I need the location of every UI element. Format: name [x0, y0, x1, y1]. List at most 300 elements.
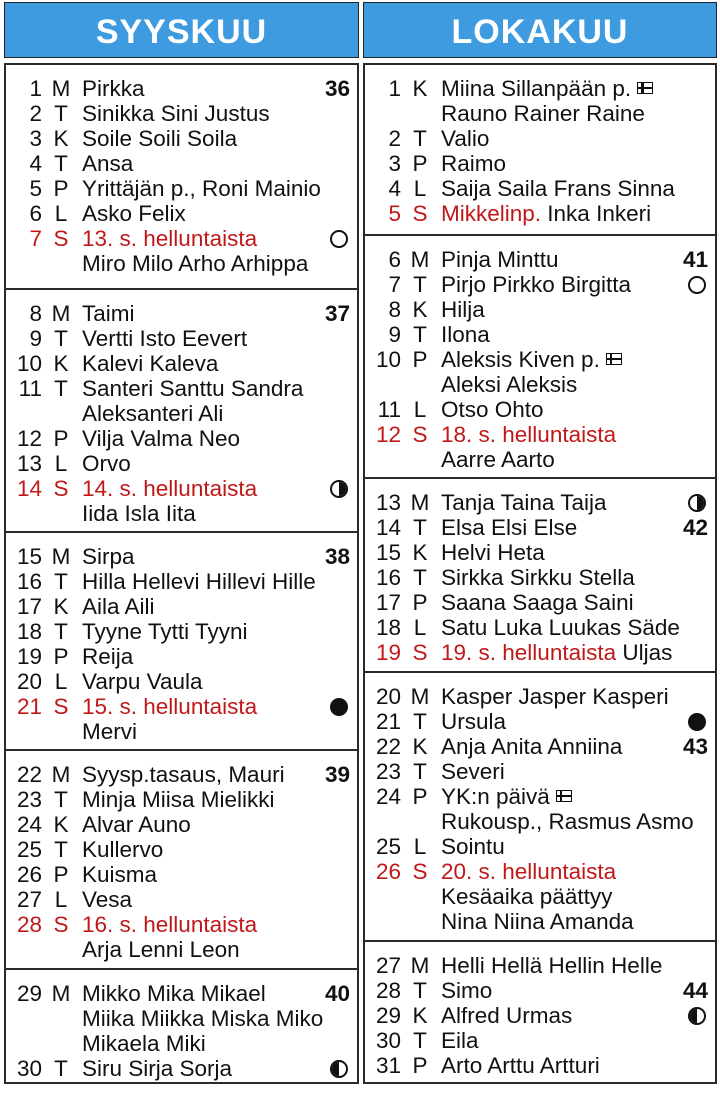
day-row — [6, 812, 357, 837]
week-number: 37 — [324, 301, 350, 326]
day-number: 4 — [388, 176, 401, 201]
weekday-letter: T — [413, 126, 427, 151]
day-number: 1 — [29, 76, 42, 101]
day-number: 29 — [375, 1003, 401, 1028]
day-row — [365, 397, 715, 422]
name-day-names: Rukousp., Rasmus Asmo — [441, 809, 694, 834]
name-day-names: YK:n päivä — [441, 784, 550, 809]
day-row — [365, 1053, 715, 1078]
name-day-names: Helli Hellä Hellin Helle — [441, 953, 663, 978]
day-number: 5 — [29, 176, 42, 201]
day-number: 10 — [375, 347, 401, 372]
new-moon-icon — [688, 276, 706, 294]
full-moon-icon — [688, 713, 706, 731]
day-number: 23 — [16, 787, 42, 812]
name-day-names: Asko Felix — [82, 201, 186, 226]
day-row-sunday — [6, 226, 357, 251]
weekday-letter: S — [412, 422, 428, 447]
day-number: 17 — [16, 594, 42, 619]
name-day-names: Arto Arttu Artturi — [441, 1053, 600, 1078]
day-row — [6, 126, 357, 151]
weekday-letter: T — [413, 515, 427, 540]
day-row — [365, 759, 715, 784]
weekday-letter: T — [413, 759, 427, 784]
day-row — [365, 784, 715, 809]
name-day-names: Tanja Taina Taija — [441, 490, 607, 515]
day-number: 18 — [16, 619, 42, 644]
day-row — [365, 615, 715, 640]
day-row — [6, 669, 357, 694]
day-row — [365, 176, 715, 201]
name-day-names: Aleksanteri Ali — [82, 401, 224, 426]
week-number: 38 — [324, 544, 350, 569]
day-number: 24 — [375, 784, 401, 809]
name-day-names: Aarre Aarto — [441, 447, 555, 472]
name-day-names: Sinikka Sini Justus — [82, 101, 270, 126]
name-day-names: Satu Luka Luukas Säde — [441, 615, 680, 640]
day-number: 15 — [375, 540, 401, 565]
day-row — [365, 1003, 715, 1028]
month-title-october: LOKAKUU — [363, 2, 717, 58]
day-number: 2 — [29, 101, 42, 126]
weekday-letter: P — [412, 347, 428, 372]
day-number: 2 — [388, 126, 401, 151]
week-number: 41 — [682, 247, 708, 272]
day-row — [365, 734, 715, 759]
weekday-letter: M — [51, 301, 71, 326]
weekday-letter: T — [54, 376, 68, 401]
weekday-letter: P — [53, 176, 69, 201]
day-number: 21 — [375, 709, 401, 734]
day-row-continuation — [365, 447, 715, 472]
day-row — [6, 176, 357, 201]
week-block — [363, 234, 717, 479]
day-number: 9 — [29, 326, 42, 351]
day-row-continuation — [6, 501, 357, 526]
day-number: 16 — [375, 565, 401, 590]
day-row — [365, 297, 715, 322]
name-day-names: Tyyne Tytti Tyyni — [82, 619, 248, 644]
day-number: 1 — [388, 76, 401, 101]
weekday-letter: L — [54, 669, 68, 694]
last-quarter-moon-icon — [330, 1060, 348, 1078]
name-day-names: Saana Saaga Saini — [441, 590, 634, 615]
day-number: 27 — [16, 887, 42, 912]
weekday-letter: T — [54, 151, 68, 176]
day-number: 29 — [16, 981, 42, 1006]
day-row — [6, 1056, 357, 1081]
day-number: 27 — [375, 953, 401, 978]
week-block — [363, 63, 717, 236]
day-number: 8 — [29, 301, 42, 326]
holiday-label: 15. s. helluntaista — [82, 694, 258, 719]
weekday-letter: L — [413, 397, 427, 422]
name-day-names: Ansa — [82, 151, 134, 176]
weekday-letter: P — [412, 1053, 428, 1078]
weekday-letter: K — [53, 594, 69, 619]
weekday-letter: S — [412, 201, 428, 226]
holiday-label: 14. s. helluntaista — [82, 476, 258, 501]
flag-icon — [637, 82, 653, 94]
weekday-letter: M — [51, 76, 71, 101]
weekday-letter: P — [412, 784, 428, 809]
day-number: 26 — [16, 862, 42, 887]
name-day-names: Orvo — [82, 451, 131, 476]
day-row-sunday — [365, 640, 715, 665]
name-day-names: Aila Aili — [82, 594, 155, 619]
full-moon-icon — [330, 698, 348, 716]
day-row-continuation — [6, 401, 357, 426]
name-day-names: Otso Ohto — [441, 397, 544, 422]
day-row — [365, 151, 715, 176]
name-day-names: Siru Sirja Sorja — [82, 1056, 233, 1081]
flag-icon — [556, 790, 572, 802]
week-block — [363, 477, 717, 673]
day-row — [365, 978, 715, 1003]
week-block — [4, 531, 359, 751]
day-row-sunday — [365, 859, 715, 884]
day-row — [365, 590, 715, 615]
holiday-label: 19. s. helluntaista — [441, 640, 617, 665]
name-day-names: Alfred Urmas — [441, 1003, 573, 1028]
new-moon-icon — [330, 230, 348, 248]
day-number: 11 — [18, 376, 42, 401]
holiday-label: 13. s. helluntaista — [82, 226, 258, 251]
day-number: 14 — [16, 476, 42, 501]
day-row — [365, 272, 715, 297]
weekday-letter: T — [413, 1028, 427, 1053]
day-number: 23 — [375, 759, 401, 784]
last-quarter-moon-icon — [688, 1007, 706, 1025]
weekday-letter: T — [413, 322, 427, 347]
weekday-letter: L — [54, 887, 68, 912]
day-number: 19 — [375, 640, 401, 665]
day-row — [6, 201, 357, 226]
weekday-letter: M — [410, 684, 430, 709]
weekday-letter: M — [51, 762, 71, 787]
name-day-names: Vilja Valma Neo — [82, 426, 240, 451]
weekday-letter: K — [412, 540, 428, 565]
week-block — [363, 940, 717, 1084]
weekday-letter: T — [413, 565, 427, 590]
day-row — [6, 569, 357, 594]
week-number: 44 — [682, 978, 708, 1003]
day-row-sunday — [365, 201, 715, 226]
name-day-names: Aleksi Aleksis — [441, 372, 578, 397]
weekday-letter: K — [412, 1003, 428, 1028]
day-row — [365, 709, 715, 734]
name-day-names: Inka Inkeri — [547, 201, 652, 226]
day-number: 26 — [375, 859, 401, 884]
name-day-names: Miika Miikka Miska Miko — [82, 1006, 324, 1031]
day-number: 28 — [375, 978, 401, 1003]
name-day-names: Miro Milo Arho Arhippa — [82, 251, 309, 276]
day-row-sunday — [365, 422, 715, 447]
week-block — [4, 288, 359, 533]
day-number: 30 — [16, 1056, 42, 1081]
name-day-names: Hilja — [441, 297, 485, 322]
day-row — [6, 76, 357, 101]
weekday-letter: K — [412, 297, 428, 322]
name-day-names: Sointu — [441, 834, 505, 859]
day-number: 20 — [16, 669, 42, 694]
name-day-names: Uljas — [622, 640, 673, 665]
day-row — [365, 834, 715, 859]
month-title-september: SYYSKUU — [4, 2, 359, 58]
day-number: 15 — [16, 544, 42, 569]
name-day-names: Anja Anita Anniina — [441, 734, 623, 759]
name-day-names: Aleksis Kiven p. — [441, 347, 600, 372]
name-day-names: Ursula — [441, 709, 507, 734]
day-row — [6, 301, 357, 326]
name-day-names: Arja Lenni Leon — [82, 937, 240, 962]
name-day-names: Miina Sillanpään p. — [441, 76, 632, 101]
name-day-names: Kalevi Kaleva — [82, 351, 219, 376]
name-day-names: Kasper Jasper Kasperi — [441, 684, 669, 709]
weekday-letter: S — [53, 912, 69, 937]
day-row — [6, 762, 357, 787]
day-row — [365, 953, 715, 978]
day-row-sunday — [6, 476, 357, 501]
day-row — [6, 862, 357, 887]
day-row — [6, 326, 357, 351]
day-number: 30 — [375, 1028, 401, 1053]
day-row — [6, 787, 357, 812]
day-row — [6, 644, 357, 669]
day-row — [6, 351, 357, 376]
day-row — [6, 101, 357, 126]
week-number: 36 — [324, 76, 350, 101]
name-day-names: Hilla Hellevi Hillevi Hille — [82, 569, 316, 594]
name-day-names: Kuisma — [82, 862, 158, 887]
weekday-letter: L — [413, 176, 427, 201]
day-row — [365, 126, 715, 151]
day-row — [6, 619, 357, 644]
name-day-names: Simo — [441, 978, 493, 1003]
weekday-letter: P — [53, 862, 69, 887]
weekday-letter: S — [53, 226, 69, 251]
name-day-names: Severi — [441, 759, 505, 784]
day-row-continuation — [6, 251, 357, 276]
day-number: 12 — [375, 422, 401, 447]
day-row-continuation — [6, 719, 357, 744]
name-day-names: Kesäaika päättyy — [441, 884, 613, 909]
name-day-names: Eila — [441, 1028, 479, 1053]
day-row — [365, 515, 715, 540]
name-day-names: Kullervo — [82, 837, 164, 862]
day-number: 10 — [16, 351, 42, 376]
day-number: 24 — [16, 812, 42, 837]
day-number: 3 — [29, 126, 42, 151]
weekday-letter: T — [413, 272, 427, 297]
day-number: 12 — [16, 426, 42, 451]
day-row-continuation — [365, 101, 715, 126]
weekday-letter: P — [412, 151, 428, 176]
weekday-letter: M — [410, 247, 430, 272]
holiday-label: 18. s. helluntaista — [441, 422, 617, 447]
day-number: 9 — [388, 322, 401, 347]
name-day-names: Taimi — [82, 301, 135, 326]
day-number: 13 — [375, 490, 401, 515]
day-row-continuation — [365, 884, 715, 909]
day-row — [365, 1028, 715, 1053]
day-row — [6, 426, 357, 451]
name-day-names: Raimo — [441, 151, 507, 176]
name-day-names: Pirkka — [82, 76, 145, 101]
weekday-letter: T — [54, 101, 68, 126]
day-row — [365, 322, 715, 347]
day-row — [365, 76, 715, 101]
weekday-letter: L — [54, 451, 68, 476]
week-block — [4, 749, 359, 970]
day-number: 13 — [16, 451, 42, 476]
weekday-letter: P — [53, 644, 69, 669]
weekday-letter: T — [413, 709, 427, 734]
day-row — [365, 347, 715, 372]
holiday-label: 20. s. helluntaista — [441, 859, 617, 884]
day-number: 25 — [375, 834, 401, 859]
weekday-letter: M — [51, 544, 71, 569]
weekday-letter: K — [412, 734, 428, 759]
first-quarter-moon-icon — [330, 480, 348, 498]
name-day-names: Nina Niina Amanda — [441, 909, 634, 934]
name-day-names: Helvi Heta — [441, 540, 545, 565]
name-day-names: Vertti Isto Eevert — [82, 326, 248, 351]
weekday-letter: T — [54, 837, 68, 862]
weekday-letter: S — [53, 694, 69, 719]
weekday-letter: K — [53, 126, 69, 151]
name-day-names: Pirjo Pirkko Birgitta — [441, 272, 632, 297]
day-number: 18 — [375, 615, 401, 640]
weekday-letter: M — [410, 953, 430, 978]
name-day-names: Pinja Minttu — [441, 247, 559, 272]
day-row — [6, 981, 357, 1006]
weekday-letter: T — [54, 569, 68, 594]
weekday-letter: M — [51, 981, 71, 1006]
day-number: 7 — [29, 226, 42, 251]
day-row — [365, 540, 715, 565]
day-row-continuation — [6, 937, 357, 962]
weekday-letter: S — [53, 476, 69, 501]
weekday-letter: P — [412, 590, 428, 615]
name-day-names: Vesa — [82, 887, 133, 912]
week-number: 40 — [324, 981, 350, 1006]
weekday-letter: T — [413, 978, 427, 1003]
holiday-label: 16. s. helluntaista — [82, 912, 258, 937]
day-number: 22 — [16, 762, 42, 787]
day-number: 28 — [16, 912, 42, 937]
name-day-names: Elsa Elsi Else — [441, 515, 578, 540]
day-row — [6, 376, 357, 401]
holiday-label: Mikkelinp. — [441, 201, 542, 226]
day-row — [6, 594, 357, 619]
october-column — [363, 2, 717, 1078]
weekday-letter: T — [54, 787, 68, 812]
weekday-letter: K — [53, 812, 69, 837]
day-row-continuation — [6, 1031, 357, 1056]
weekday-letter: T — [54, 326, 68, 351]
day-number: 5 — [388, 201, 401, 226]
day-number: 21 — [16, 694, 42, 719]
weekday-letter: T — [54, 619, 68, 644]
weekday-letter: T — [54, 1056, 68, 1081]
day-number: 14 — [375, 515, 401, 540]
day-row — [365, 565, 715, 590]
day-number: 3 — [388, 151, 401, 176]
name-day-names: Iida Isla Iita — [82, 501, 196, 526]
week-number: 43 — [682, 734, 708, 759]
name-day-names: Mikaela Miki — [82, 1031, 206, 1056]
name-day-names: Syysp.tasaus, Mauri — [82, 762, 285, 787]
september-column — [4, 2, 359, 1081]
weekday-letter: M — [410, 490, 430, 515]
weekday-letter: S — [412, 859, 428, 884]
first-quarter-moon-icon — [688, 494, 706, 512]
day-row — [365, 247, 715, 272]
weekday-letter: K — [412, 76, 428, 101]
day-number: 6 — [29, 201, 42, 226]
week-block — [363, 671, 717, 942]
name-day-names: Valio — [441, 126, 490, 151]
name-day-names: Minja Miisa Mielikki — [82, 787, 275, 812]
day-row-sunday — [6, 912, 357, 937]
day-row-sunday — [6, 694, 357, 719]
week-number: 42 — [682, 515, 708, 540]
name-day-names: Soile Soili Soila — [82, 126, 238, 151]
name-day-names: Saija Saila Frans Sinna — [441, 176, 675, 201]
weekday-letter: L — [54, 201, 68, 226]
day-number: 20 — [375, 684, 401, 709]
name-day-names: Varpu Vaula — [82, 669, 203, 694]
day-row — [6, 837, 357, 862]
day-number: 11 — [377, 397, 401, 422]
day-number: 7 — [388, 272, 401, 297]
name-day-names: Santeri Santtu Sandra — [82, 376, 304, 401]
name-day-names: Alvar Auno — [82, 812, 191, 837]
day-row — [6, 887, 357, 912]
name-day-names: Yrittäjän p., Roni Mainio — [82, 176, 321, 201]
day-number: 17 — [375, 590, 401, 615]
week-number: 39 — [324, 762, 350, 787]
day-number: 19 — [16, 644, 42, 669]
day-row — [6, 544, 357, 569]
week-block — [4, 968, 359, 1084]
weekday-letter: P — [53, 426, 69, 451]
day-number: 6 — [388, 247, 401, 272]
weekday-letter: K — [53, 351, 69, 376]
day-row-continuation — [6, 1006, 357, 1031]
name-day-names: Sirkka Sirkku Stella — [441, 565, 635, 590]
weekday-letter: L — [413, 834, 427, 859]
day-number: 8 — [388, 297, 401, 322]
name-day-names: Rauno Rainer Raine — [441, 101, 645, 126]
day-row-continuation — [365, 372, 715, 397]
name-day-names: Sirpa — [82, 544, 135, 569]
flag-icon — [606, 353, 622, 365]
week-block — [4, 63, 359, 290]
weekday-letter: S — [412, 640, 428, 665]
name-day-names: Ilona — [441, 322, 490, 347]
day-row — [365, 684, 715, 709]
day-number: 31 — [375, 1053, 401, 1078]
day-number: 22 — [375, 734, 401, 759]
day-row — [6, 451, 357, 476]
name-day-names: Reija — [82, 644, 134, 669]
day-number: 16 — [16, 569, 42, 594]
day-row-continuation — [365, 909, 715, 934]
name-day-names: Mervi — [82, 719, 137, 744]
day-row-continuation — [365, 809, 715, 834]
